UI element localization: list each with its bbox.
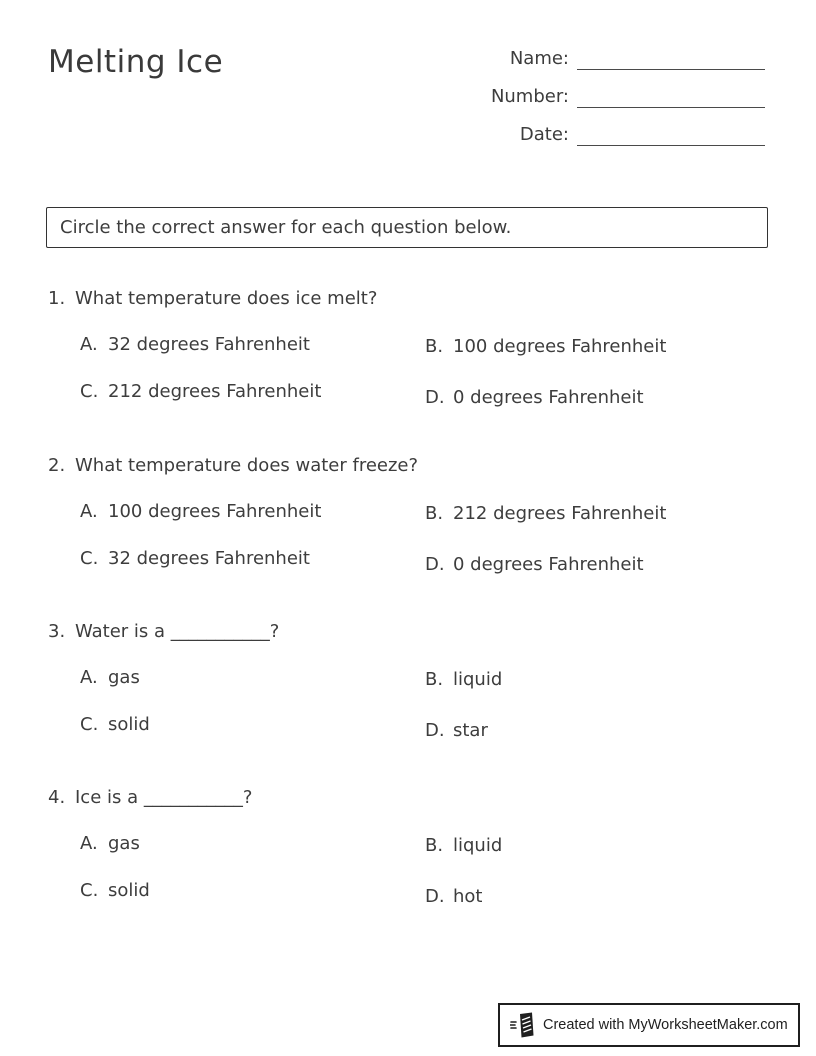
option-letter: A. xyxy=(80,334,98,355)
question-2-option-b[interactable] xyxy=(425,503,666,524)
option-text: liquid xyxy=(453,835,503,856)
question-2-line xyxy=(48,455,768,476)
option-text: 212 degrees Fahrenheit xyxy=(453,503,667,524)
question-2 xyxy=(48,455,768,595)
instruction-box xyxy=(46,207,768,248)
question-3-line xyxy=(48,621,768,642)
name-label: Name: xyxy=(509,48,569,69)
number-field-row xyxy=(491,86,765,108)
option-letter: C. xyxy=(80,880,99,901)
option-text: 32 degrees Fahrenheit xyxy=(108,548,310,569)
question-4-line xyxy=(48,787,768,808)
option-letter: A. xyxy=(80,833,98,854)
question-4 xyxy=(48,787,768,927)
option-text: gas xyxy=(108,667,140,688)
number-label: Number: xyxy=(490,86,569,107)
number-input-line[interactable] xyxy=(577,88,765,108)
question-text: What temperature does ice melt? xyxy=(75,288,378,309)
question-number: 3. xyxy=(48,621,66,642)
question-1-option-c[interactable] xyxy=(80,381,321,402)
option-letter: C. xyxy=(80,714,99,735)
option-text: solid xyxy=(108,880,150,901)
option-letter: D. xyxy=(425,387,445,408)
question-2-option-c[interactable] xyxy=(80,548,310,569)
question-3 xyxy=(48,621,768,761)
option-letter: C. xyxy=(80,381,99,402)
question-text: What temperature does water freeze? xyxy=(75,455,419,476)
option-letter: B. xyxy=(425,336,444,357)
question-2-option-d[interactable] xyxy=(425,554,644,575)
name-field-row xyxy=(491,48,765,70)
date-label: Date: xyxy=(519,124,569,145)
option-letter: D. xyxy=(425,886,445,907)
footer-credit-box xyxy=(498,1003,800,1047)
question-1-line xyxy=(48,288,768,309)
instruction-text: Circle the correct answer for each question below. xyxy=(60,217,512,238)
footer-credit-text: Created with MyWorksheetMaker.com xyxy=(543,1017,788,1033)
option-text: gas xyxy=(108,833,140,854)
question-4-option-d[interactable] xyxy=(425,886,482,907)
option-text: star xyxy=(453,720,488,741)
option-text: 0 degrees Fahrenheit xyxy=(453,387,644,408)
page-title: Melting Ice xyxy=(48,44,224,80)
question-3-option-a[interactable] xyxy=(80,667,140,688)
name-input-line[interactable] xyxy=(577,50,765,70)
option-text: 100 degrees Fahrenheit xyxy=(108,501,322,522)
question-1 xyxy=(48,288,768,428)
question-4-option-a[interactable] xyxy=(80,833,140,854)
question-3-option-d[interactable] xyxy=(425,720,488,741)
option-letter: D. xyxy=(425,554,445,575)
option-letter: B. xyxy=(425,503,444,524)
header-fields xyxy=(491,48,765,146)
question-number: 1. xyxy=(48,288,66,309)
option-text: 212 degrees Fahrenheit xyxy=(108,381,322,402)
date-field-row xyxy=(491,124,765,146)
question-1-option-a[interactable] xyxy=(80,334,310,355)
date-input-line[interactable] xyxy=(577,126,765,146)
option-letter: A. xyxy=(80,667,98,688)
question-text: Water is a ___________? xyxy=(75,621,280,642)
question-3-option-c[interactable] xyxy=(80,714,150,735)
option-text: solid xyxy=(108,714,150,735)
option-text: 32 degrees Fahrenheit xyxy=(108,334,310,355)
option-letter: B. xyxy=(425,835,444,856)
option-letter: C. xyxy=(80,548,99,569)
question-2-option-a[interactable] xyxy=(80,501,321,522)
option-text: 0 degrees Fahrenheit xyxy=(453,554,644,575)
question-number: 2. xyxy=(48,455,66,476)
question-4-option-b[interactable] xyxy=(425,835,502,856)
option-letter: B. xyxy=(425,669,444,690)
question-text: Ice is a ___________? xyxy=(75,787,253,808)
option-text: 100 degrees Fahrenheit xyxy=(453,336,667,357)
worksheet-maker-logo-icon xyxy=(510,1011,536,1039)
option-text: liquid xyxy=(453,669,503,690)
option-letter: A. xyxy=(80,501,98,522)
option-text: hot xyxy=(453,886,483,907)
question-4-option-c[interactable] xyxy=(80,880,150,901)
option-letter: D. xyxy=(425,720,445,741)
question-3-option-b[interactable] xyxy=(425,669,502,690)
question-1-option-d[interactable] xyxy=(425,387,644,408)
question-1-option-b[interactable] xyxy=(425,336,666,357)
question-number: 4. xyxy=(48,787,66,808)
